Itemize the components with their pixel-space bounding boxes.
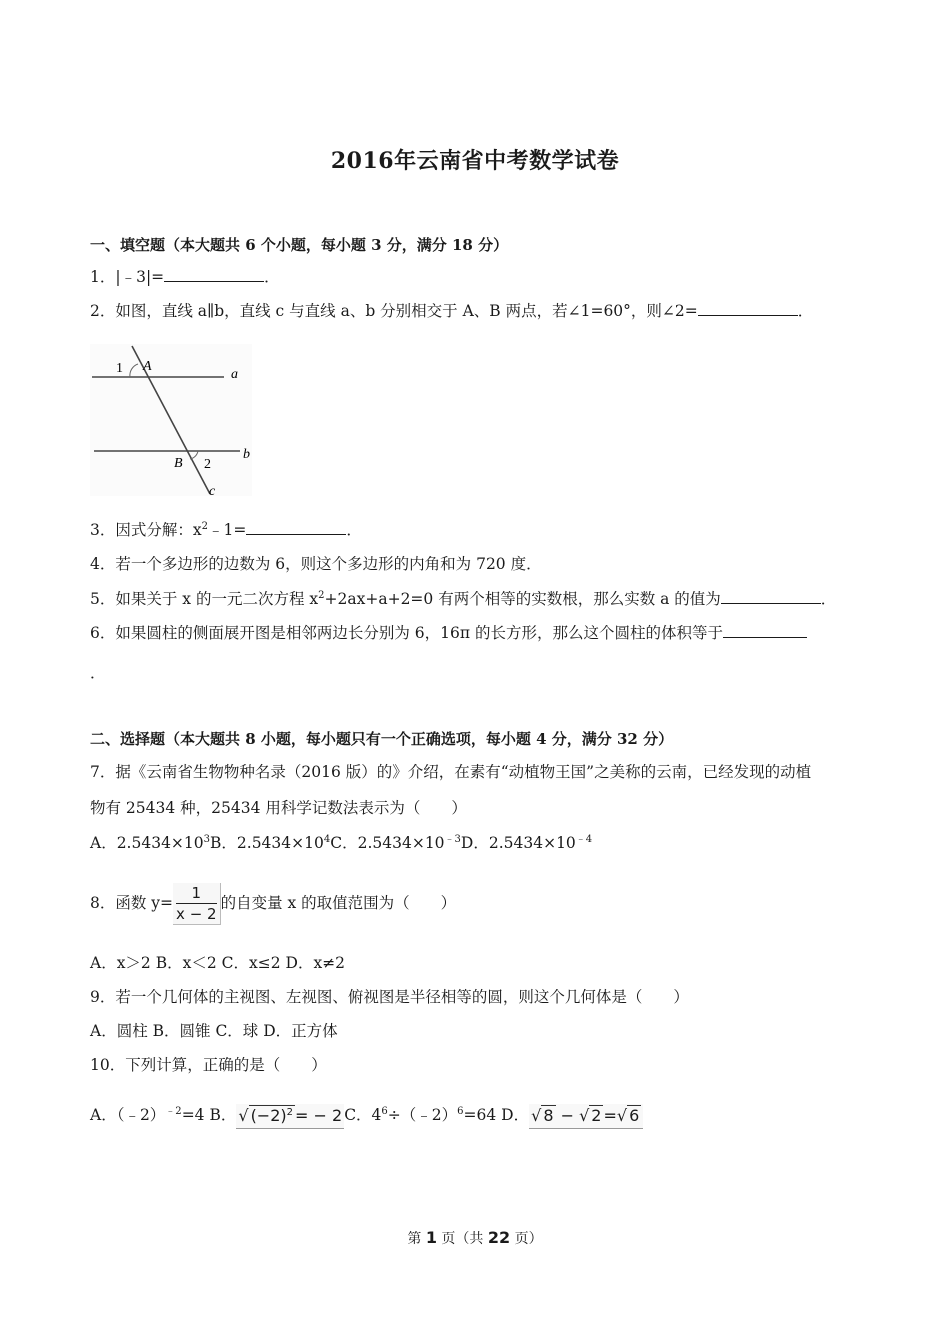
answer-blank-2[interactable]	[698, 300, 798, 316]
parallel-lines-figure	[90, 344, 252, 496]
fig-label-b: b	[243, 447, 250, 462]
question-7-line2: 物有 25434 种，25434 用科学记数法表示为（ ）	[90, 799, 467, 817]
sqrt-expression-b: √ $(-2)^2$ = − 2	[236, 1104, 344, 1129]
fig-label-1: 1	[116, 361, 123, 376]
question-1: 1．|﹣3|= ．	[90, 268, 280, 286]
fig-label-A: A	[143, 359, 152, 374]
page-footer: 第 1 页（共 22 页）	[407, 1228, 543, 1247]
question-6: 6．如果圆柱的侧面展开图是相邻两边长分别为 6，16π 的长方形，那么这个圆柱的体积等于	[90, 622, 807, 644]
section1-heading: 一、填空题（本大题共 6 个小题，每小题 3 分，满分 18 分）	[90, 236, 509, 254]
page-title: 2016年云南省中考数学试卷	[330, 148, 620, 174]
question-6-end: ．	[90, 664, 106, 682]
fig-label-B: B	[174, 456, 183, 471]
question-10-options: A．（﹣2）$^{﹣2}$=4 B． √ $(-2)^2$ = − 2 C．$4^6\div(﹣2)^6=64$ D． √ 8 − √ 2 =√ 6	[90, 1098, 643, 1132]
question-4: 4．若一个多边形的边数为 6，则这个多边形的内角和为 720 度．	[90, 555, 542, 573]
question-9-options: A．圆柱 B．圆锥 C．球 D．正方体	[90, 1022, 338, 1040]
fig-label-a: a	[231, 367, 238, 382]
question-3: 3．因式分解：$x^2﹣1=$ ．	[90, 521, 362, 539]
question-9: 9．若一个几何体的主视图、左视图、俯视图是半径相等的圆，则这个几何体是（ ）	[90, 988, 689, 1006]
question-7-options: A．$2.5434\times 10^3B$．$2.5434\times 10^4C$．$2.5434\times 10^{﹣3}D$．$2.5434\times 10^{﹣4}$	[90, 834, 593, 852]
sqrt-expression-d: √ 8 − √ 2 =√ 6	[529, 1104, 643, 1129]
fraction-image: $\frac{1}{x - 2}$	[173, 883, 221, 925]
question-10: 10．下列计算，正确的是（ ）	[90, 1056, 327, 1074]
page-number: 1	[425, 1228, 437, 1247]
answer-blank-3[interactable]	[246, 519, 346, 535]
question-8: 8．函数 y= $\frac{1}{x - 2}$ 的自变量 x 的取值范围为（ ）	[90, 884, 457, 923]
question-5: 5．如果关于 x 的一元二次方程 $x^2+2ax+a+2=0$ 有两个相等的实数根，那么实数 a 的值为 ．	[90, 590, 837, 608]
fig-label-2: 2	[204, 457, 211, 472]
answer-blank-1[interactable]	[164, 266, 264, 282]
answer-blank-5[interactable]	[721, 588, 821, 604]
section2-heading: 二、选择题（本大题共 8 小题，每小题只有一个正确选项，每小题 4 分，满分 32 分）	[90, 730, 674, 748]
question-7-line1: 7．据《云南省生物物种名录（2016 版）的》介绍，在素有“动植物王国”之美称的云南，已经发现的动植	[90, 763, 812, 781]
question-8-options: A．x＞2 B．x＜2 C．x≤2 D．x≠2	[90, 954, 346, 972]
fig-label-c: c	[209, 484, 216, 496]
page-total: 22	[487, 1228, 511, 1247]
answer-blank-6[interactable]	[723, 622, 807, 638]
question-2: 2．如图，直线 a∥b，直线 c 与直线 a、b 分别相交于 A、B 两点，若∠1=60°，则∠2= ．	[90, 302, 814, 320]
